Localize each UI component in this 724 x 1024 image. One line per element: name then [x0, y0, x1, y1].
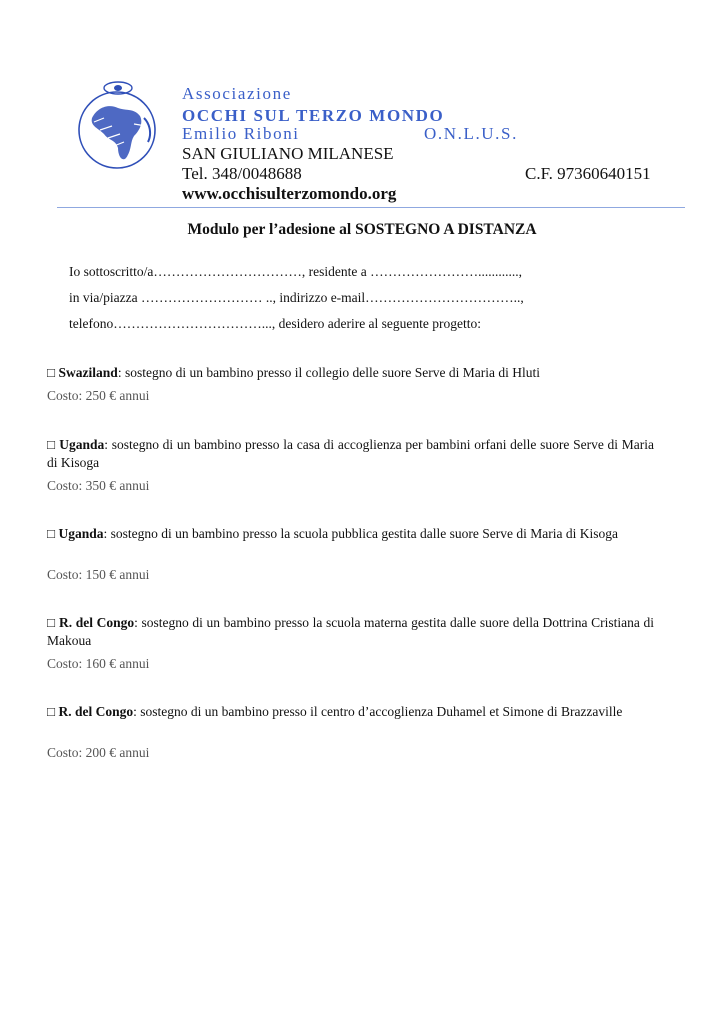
city: SAN GIULIANO MILANESE	[182, 144, 394, 163]
option-description: : sostegno di un bambino presso il collegio delle suore Serve di Maria di Hluti	[117, 365, 540, 380]
fiscal-code: C.F. 97360640151	[525, 164, 651, 183]
option-country: R. del Congo	[59, 615, 135, 630]
option-uganda-kisoga-orfani[interactable]	[47, 436, 654, 472]
option-country: Uganda	[59, 437, 105, 452]
page-title: Modulo per l’adesione al SOSTEGNO A DISTANZA	[187, 221, 537, 238]
website-link[interactable]: www.occhisulterzomondo.org	[182, 184, 397, 203]
option-cost: Costo: 350 € annui	[47, 478, 150, 493]
telephone: Tel. 348/0048688	[182, 164, 302, 183]
option-country: R. del Congo	[58, 704, 134, 719]
checkbox[interactable]: □	[47, 437, 56, 452]
option-cost: Costo: 250 € annui	[47, 388, 150, 403]
option-congo-makoua[interactable]	[47, 614, 654, 650]
option-description: : sostegno di un bambino presso il centro d’accoglienza Duhamel et Simone di Brazzaville	[133, 704, 623, 719]
option-description: : sostegno di un bambino presso la casa di accoglienza per bambini orfani delle suore Serve di Maria di Kisoga	[47, 437, 654, 470]
checkbox[interactable]: □	[47, 526, 56, 541]
checkbox[interactable]: □	[47, 615, 56, 630]
option-cost: Costo: 200 € annui	[47, 745, 150, 760]
option-uganda-scuola[interactable]	[47, 525, 654, 543]
form-line-address[interactable]: in via/piazza ……………………… .., indirizzo e-mail……………………………..,	[69, 290, 524, 305]
option-description: : sostegno di un bambino presso la scuola pubblica gestita dalle suore Serve di Maria di Kisoga	[103, 526, 618, 541]
form-line-phone[interactable]: telefono……………………………..., desidero aderire al seguente progetto:	[69, 316, 482, 331]
checkbox[interactable]: □	[47, 365, 56, 380]
association-label: Associazione	[182, 84, 292, 103]
form-line-name[interactable]: Io sottoscritto/a……………………………, residente a ……………………............,	[69, 264, 522, 279]
header-divider	[57, 207, 685, 208]
option-country: Uganda	[58, 526, 104, 541]
option-cost: Costo: 160 € annui	[47, 656, 150, 671]
onlus-label: O.N.L.U.S.	[424, 124, 518, 143]
checkbox[interactable]: □	[47, 704, 56, 719]
option-description: : sostegno di un bambino presso la scuola materna gestita dalle suore della Dottrina Cristiana di Makoua	[47, 615, 655, 648]
association-name: OCCHI SUL TERZO MONDO	[182, 106, 445, 125]
option-cost: Costo: 150 € annui	[47, 567, 150, 582]
option-swaziland[interactable]	[47, 364, 654, 382]
option-congo-brazzaville[interactable]	[47, 703, 654, 721]
globe-eye-logo-icon	[74, 78, 160, 172]
founder-name: Emilio Riboni	[182, 124, 300, 143]
option-country: Swaziland	[58, 365, 118, 380]
